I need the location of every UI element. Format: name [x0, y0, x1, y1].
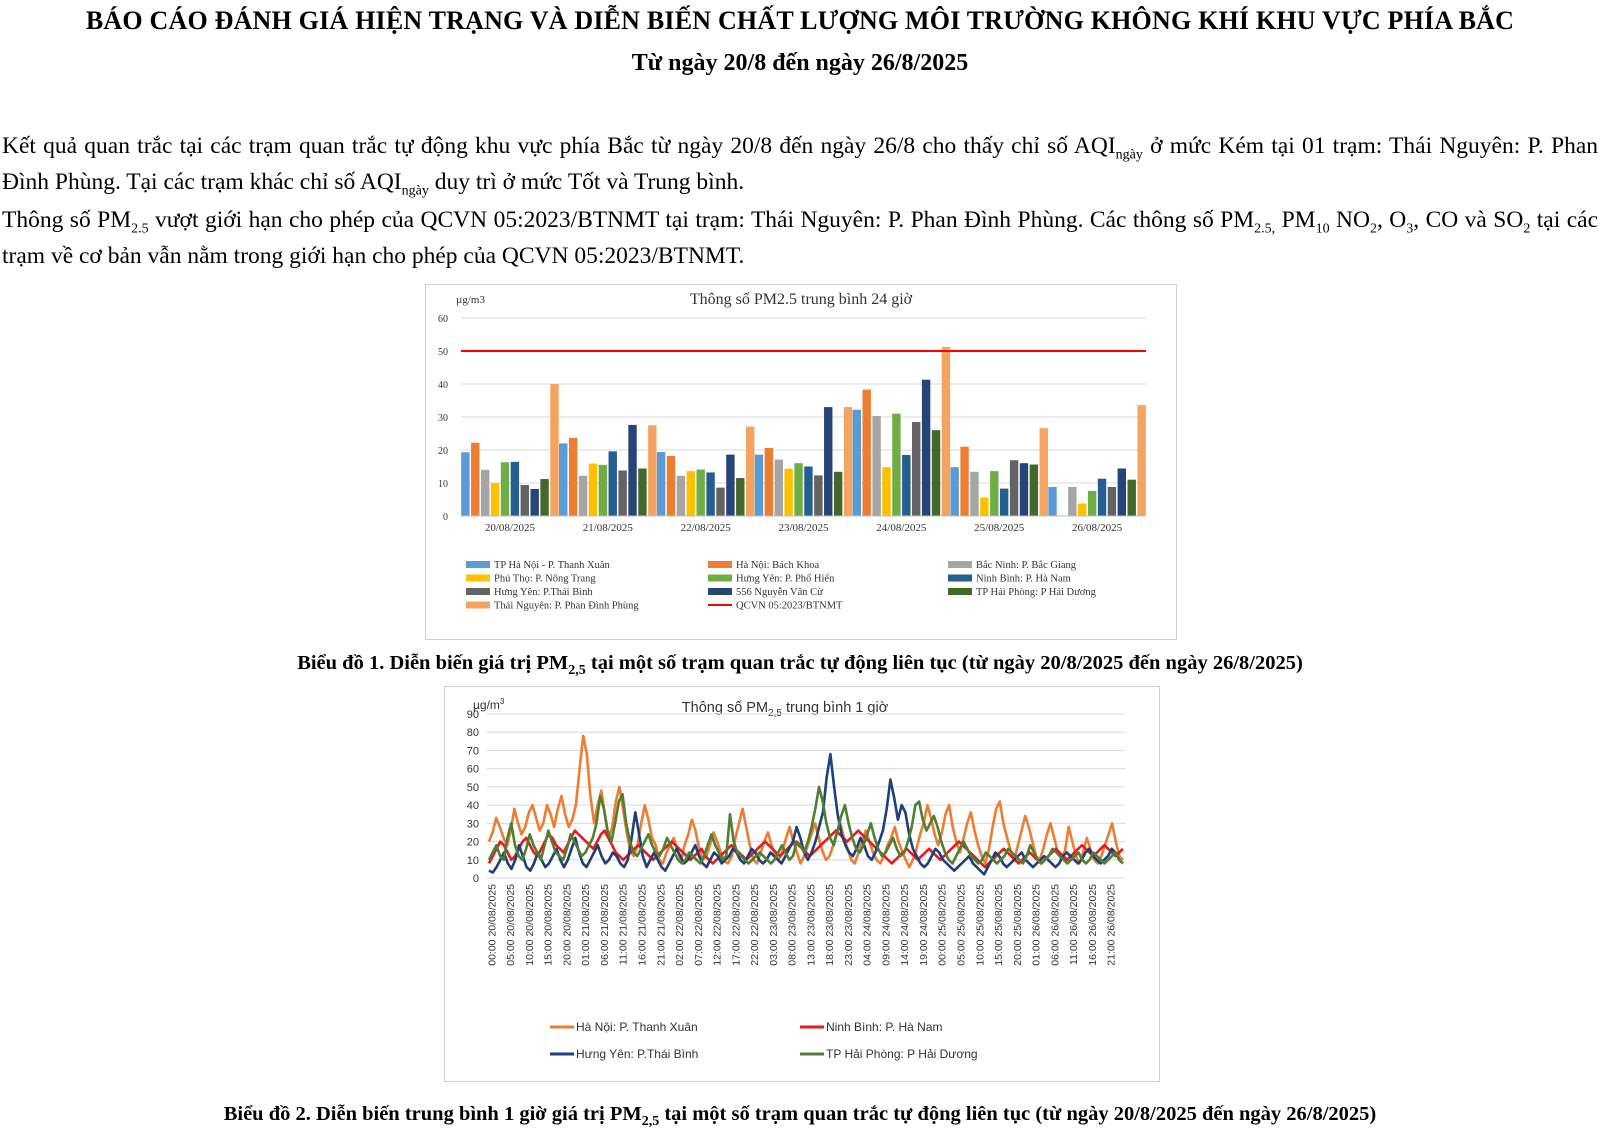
bar: [550, 384, 558, 516]
bar: [834, 472, 842, 516]
x-tick-label: 20/08/2025: [484, 522, 535, 534]
bar: [746, 427, 754, 516]
bar: [579, 476, 587, 516]
bar: [990, 471, 998, 516]
report-title: BÁO CÁO ĐÁNH GIÁ HIỆN TRẠNG VÀ DIỄN BIẾN CHẤT LƯỢNG MÔI TRƯỜNG KHÔNG KHÍ KHU VỰC PHÍA BẮC: [85, 6, 1515, 35]
legend-label: Ninh Bình: P. Hà Nam: [826, 1020, 943, 1034]
legend-swatch: [948, 561, 972, 568]
bar: [755, 455, 763, 516]
x-tick-label: 16:00 26/08/2025: [1086, 884, 1099, 966]
x-tick-label: 15:00 25/08/2025: [993, 884, 1006, 966]
bar: [872, 416, 880, 516]
legend-label: QCVN 05:2023/BTNMT: [736, 600, 843, 612]
bar: [677, 476, 685, 516]
bar: [784, 469, 792, 516]
bar: [628, 425, 636, 516]
bar: [657, 452, 665, 516]
bar: [882, 467, 890, 516]
bar: [794, 463, 802, 516]
x-tick-label: 11:00 26/08/2025: [1068, 884, 1081, 965]
legend-label: Hưng Yên: P. Phố Hiến: [736, 573, 835, 585]
x-tick-label: 14:00 24/08/2025: [899, 884, 912, 966]
legend-label: TP Hải Phòng: P Hải Dương: [976, 587, 1096, 598]
bar: [912, 422, 920, 516]
y-tick-label: 30: [466, 818, 479, 831]
legend-label: Hưng Yên: P.Thái Bình: [576, 1047, 699, 1061]
bar: [1137, 405, 1145, 516]
bar: [1030, 465, 1038, 516]
x-tick-label: 00:00 20/08/2025: [486, 884, 499, 966]
legend-swatch: [466, 575, 490, 582]
x-tick-label: 05:00 25/08/2025: [955, 884, 968, 966]
bar: [461, 452, 469, 516]
legend-swatch: [708, 575, 732, 582]
legend-swatch: [948, 575, 972, 582]
x-tick-label: 23:00 23/08/2025: [842, 884, 855, 966]
legend-label: Thái Nguyên: P. Phan Đình Phùng: [494, 600, 639, 612]
x-tick-label: 21:00 21/08/2025: [655, 884, 668, 966]
chart-title: Thông số PM2.5 trung bình 24 giờ: [689, 291, 913, 308]
y-tick-label: 0: [472, 873, 479, 885]
bar: [511, 462, 519, 516]
bar: [530, 489, 538, 516]
bar: [599, 465, 607, 516]
bar: [932, 430, 940, 516]
bar: [922, 380, 930, 516]
bar: [726, 455, 734, 516]
x-tick-label: 10:00 20/08/2025: [523, 884, 536, 966]
chart-title: Thông số $PM_{2,5}$ trung bình 1 giờ: [681, 700, 889, 719]
bar: [804, 467, 812, 517]
bar: [638, 468, 646, 516]
y-tick-label: 40: [466, 800, 479, 813]
bar: [902, 455, 910, 516]
x-tick-label: 20:00 20/08/2025: [561, 884, 574, 966]
bar: [853, 410, 861, 516]
x-tick-label: 21:00 26/08/2025: [1105, 884, 1118, 966]
x-tick-label: 18:00 23/08/2025: [824, 884, 837, 966]
chart-pm25-1h: [444, 686, 1160, 1082]
bar: [1118, 468, 1126, 516]
x-tick-label: 01:00 21/08/2025: [580, 884, 593, 966]
x-tick-label: 21/08/2025: [582, 522, 633, 534]
bar: [892, 414, 900, 516]
bar: [970, 472, 978, 516]
chart2-caption: Biểu đồ 2. Diễn biến trung bình 1 giờ giá trị $PM_{2,5}$ tại một số trạm quan trắc tự động liên tục (từ ngày 20/8/2025 đến ngày 26/8/2025): [223, 1103, 1377, 1130]
x-tick-label: 17:00 22/08/2025: [730, 884, 743, 966]
y-tick-label: 20: [466, 836, 479, 849]
legend-swatch: [466, 602, 490, 609]
x-tick-label: 02:00 22/08/2025: [674, 884, 687, 966]
x-tick-label: 01:00 26/08/2025: [1030, 884, 1043, 966]
report-subtitle: Từ ngày 20/8 đến ngày 26/8/2025: [631, 50, 969, 76]
bar: [1078, 503, 1086, 516]
legend-swatch: [466, 561, 490, 568]
chart-pm25-24h: [425, 284, 1177, 640]
y-tick-label: 20: [438, 446, 448, 457]
bar: [950, 467, 958, 516]
paragraph-aqi: Kết quả quan trắc tại các trạm quan trắc tự động khu vực phía Bắc từ ngày 20/8 đến ngày 26/8 cho thấy chỉ số $AQI_{ngày}$ ở mức Kém tại 01 trạm: Thái Nguyên: P. Phan Đình Phùng. Tại các trạm khác chỉ số $AQI_{ngày}$ duy trì ở mức Tốt và Trung bình.: [2, 133, 1598, 199]
bar: [1098, 479, 1106, 516]
bar: [706, 472, 714, 516]
y-tick-label: 40: [438, 380, 448, 391]
x-tick-label: 10:00 25/08/2025: [974, 884, 987, 966]
bar: [1040, 428, 1048, 516]
series-line: [489, 754, 1123, 874]
bar: [471, 443, 479, 516]
bar: [716, 488, 724, 516]
bar: [814, 475, 822, 516]
bar: [1048, 487, 1056, 516]
x-tick-label: 23/08/2025: [778, 522, 829, 534]
y-tick-label: 50: [466, 781, 479, 794]
chart-pm25-1h-svg: [445, 687, 1159, 1081]
bar: [481, 470, 489, 516]
x-tick-label: 11:00 21/08/2025: [617, 884, 630, 965]
bar: [559, 443, 567, 516]
bar: [609, 451, 617, 516]
legend-swatch: [708, 561, 732, 568]
x-tick-label: 06:00 26/08/2025: [1049, 884, 1062, 966]
y-tick-label: 60: [466, 763, 479, 776]
x-tick-label: 22:00 22/08/2025: [749, 884, 762, 966]
x-tick-label: 06:00 21/08/2025: [598, 884, 611, 966]
x-tick-label: 13:00 23/08/2025: [805, 884, 818, 966]
bar: [521, 485, 529, 516]
bar: [1128, 480, 1136, 516]
y-tick-label: 0: [443, 512, 448, 523]
bar: [618, 470, 626, 516]
bar: [824, 407, 832, 516]
bar: [687, 471, 695, 516]
bar: [1068, 487, 1076, 516]
x-tick-label: 04:00 24/08/2025: [861, 884, 874, 966]
bar: [491, 483, 499, 516]
x-tick-label: 05:00 20/08/2025: [505, 884, 518, 966]
x-tick-label: 22/08/2025: [680, 522, 731, 534]
bar: [589, 464, 597, 516]
legend-label: Hưng Yên: P.Thái Bình: [494, 587, 593, 598]
x-tick-label: 26/08/2025: [1072, 522, 1123, 534]
legend-label: Hà Nội: Bách Khoa: [736, 560, 820, 571]
bar: [844, 407, 852, 516]
bar: [765, 448, 773, 516]
bar: [1088, 491, 1096, 516]
x-tick-label: 20:00 25/08/2025: [1011, 884, 1024, 966]
bar: [736, 478, 744, 516]
y-tick-label: 30: [438, 413, 448, 424]
paragraph-pm: Thông số $PM_{2.5}$ vượt giới hạn cho phép của QCVN 05:2023/BTNMT tại trạm: Thái Nguyên: P. Phan Đình Phùng. Các thông số $PM_{2.5,}$ $PM_{10}$ $NO_2$, $O_3$, CO và $SO_2$ tại các trạm về cơ bản vẫn nằm trong giới hạn cho phép của QCVN 05:2023/BTNMT.: [2, 207, 1598, 269]
x-tick-label: 03:00 23/08/2025: [767, 884, 780, 966]
bar: [667, 456, 675, 516]
legend-label: Phú Thọ: P. Nông Trang: [494, 573, 596, 585]
chart1-caption: Biểu đồ 1. Diễn biến giá trị $PM_{2,5}$ tại một số trạm quan trắc tự động liên tục (từ ngày 20/8/2025 đến ngày 26/8/2025): [297, 652, 1303, 679]
bar: [569, 438, 577, 516]
bar: [1020, 463, 1028, 516]
legend-swatch: [466, 588, 490, 595]
x-tick-label: 12:00 22/08/2025: [711, 884, 724, 966]
legend-label: TP Hải Phòng: P Hải Dương: [826, 1047, 978, 1061]
bar: [775, 460, 783, 516]
chart-pm25-24h-svg: [426, 285, 1176, 639]
bar: [648, 425, 656, 516]
y-tick-label: 80: [466, 727, 479, 740]
x-tick-label: 08:00 23/08/2025: [786, 884, 799, 966]
x-tick-label: 25/08/2025: [974, 522, 1025, 534]
y-tick-label: 10: [438, 479, 448, 490]
legend-label: 556 Nguyễn Văn Cừ: [736, 587, 823, 598]
bar: [863, 390, 871, 516]
y-tick-label: 90: [466, 709, 479, 721]
bar: [1010, 460, 1018, 516]
bar: [501, 462, 509, 516]
x-tick-label: 07:00 22/08/2025: [692, 884, 705, 966]
y-axis-unit: $\mu g/m^3$: [473, 697, 505, 712]
legend-label: TP Hà Nội - P. Thanh Xuân: [494, 560, 610, 571]
x-tick-label: 09:00 24/08/2025: [880, 884, 893, 966]
legend-label: Ninh Bình: P. Hà Nam: [976, 573, 1071, 585]
y-tick-label: 70: [466, 745, 479, 758]
x-tick-label: 24/08/2025: [876, 522, 927, 534]
bar: [1108, 487, 1116, 516]
bar: [1000, 489, 1008, 516]
bar: [540, 479, 548, 516]
x-tick-label: 15:00 20/08/2025: [542, 884, 555, 966]
legend-swatch: [708, 588, 732, 595]
x-tick-label: 16:00 21/08/2025: [636, 884, 649, 966]
y-tick-label: 10: [466, 854, 479, 867]
bar: [942, 347, 950, 516]
y-tick-label: 50: [438, 347, 448, 358]
x-tick-label: 00:00 25/08/2025: [936, 884, 949, 966]
bar: [960, 447, 968, 516]
legend-swatch: [948, 588, 972, 595]
x-tick-label: 19:00 24/08/2025: [917, 884, 930, 966]
y-tick-label: 60: [438, 314, 448, 325]
bar: [980, 498, 988, 516]
bar: [696, 469, 704, 516]
legend-label: Hà Nội: P. Thanh Xuân: [576, 1020, 698, 1034]
legend-label: Bắc Ninh: P. Bắc Giang: [976, 560, 1077, 571]
y-axis-unit: µg/m3: [456, 294, 485, 306]
